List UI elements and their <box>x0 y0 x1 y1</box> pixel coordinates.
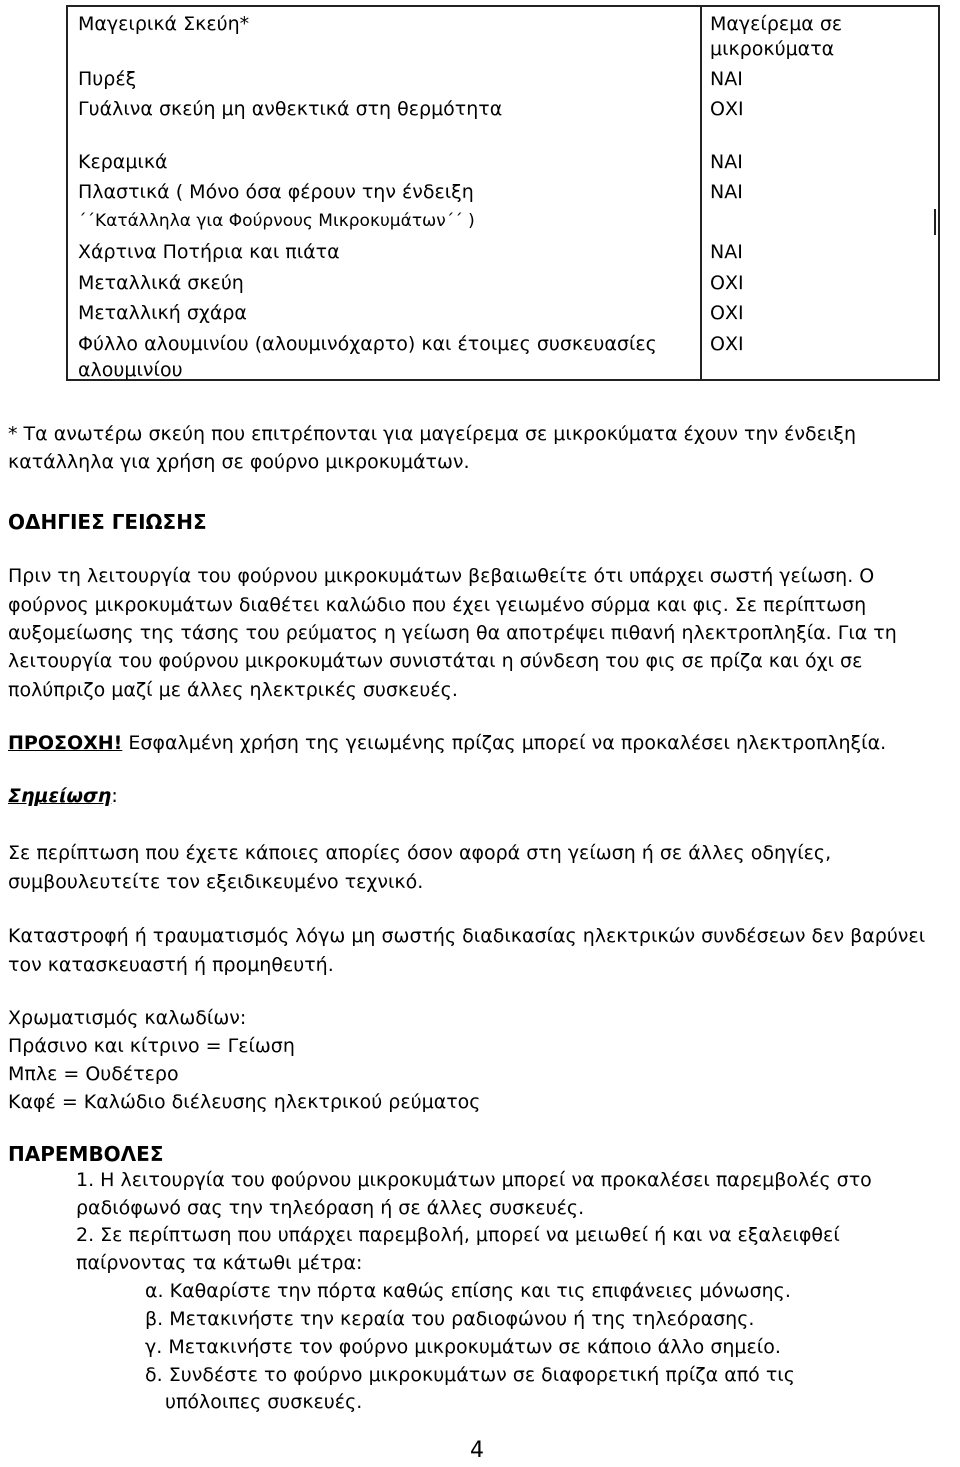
table-header-cookware: Μαγειρικά Σκεύη* <box>78 13 250 35</box>
table-tick-mark <box>700 209 702 235</box>
interference-subitem: α. Καθαρίστε την πόρτα καθώς επίσης και τις επιφάνειες μόνωσης. <box>145 1280 791 1302</box>
table-header-microwave: Μαγείρεμα σε <box>710 13 843 35</box>
footnote-line: κατάλληλα για χρήση σε φούρνο μικροκυμάτων. <box>8 451 470 473</box>
wiring-item: Καφέ = Καλώδιο διέλευσης ηλεκτρικού ρεύματος <box>8 1091 481 1113</box>
table-row-right: ΟΧΙ <box>710 98 744 120</box>
interference-subitem: γ. Μετακινήστε τον φούρνο μικροκυμάτων σε κάποιο άλλο σημείο. <box>145 1336 781 1358</box>
table-row-left: ΄΄Κατάλληλα για Φούρνους Μικροκυμάτων΄΄ ) <box>78 211 475 231</box>
note-line: Σε περίπτωση που έχετε κάποιες απορίες όσον αφορά στη γείωση ή σε άλλες οδηγίες, <box>8 842 832 864</box>
table-row-left: Μεταλλική σχάρα <box>78 302 247 324</box>
cookware-table <box>66 5 940 381</box>
grounding-paragraph-line: αυξομείωσης της τάσης του ρεύματος η γείωση θα αποτρέψει πιθανή ηλεκτροπληξία. Για τη <box>8 622 897 644</box>
table-row-left: Φύλλο αλουμινίου (αλουμινόχαρτο) και έτοιμες συσκευασίες <box>78 333 657 355</box>
table-row-right: ΟΧΙ <box>710 302 744 324</box>
interference-line: 1. Η λειτουργία του φούρνου μικροκυμάτων μπορεί να προκαλέσει παρεμβολές στο <box>76 1169 872 1191</box>
warning-label: ΠΡΟΣΟΧΗ! <box>8 732 123 754</box>
table-row-right: ΝΑΙ <box>710 151 743 173</box>
table-row-left: Πυρέξ <box>78 68 137 90</box>
table-row-right: ΟΧΙ <box>710 333 744 355</box>
table-row-left: αλουμινίου <box>78 359 183 381</box>
page-number: 4 <box>470 1438 484 1463</box>
table-row-right: ΝΑΙ <box>710 181 743 203</box>
grounding-heading: ΟΔΗΓΙΕΣ ΓΕΙΩΣΗΣ <box>8 510 207 534</box>
interference-subitem: υπόλοιπες συσκευές. <box>165 1391 363 1413</box>
warning-text: Εσφαλμένη χρήση της γειωμένης πρίζας μπορεί να προκαλέσει ηλεκτροπληξία. <box>128 732 887 754</box>
note-label: Σημείωση <box>8 785 112 807</box>
grounding-paragraph-line: φούρνος μικροκυμάτων διαθέτει καλώδιο που έχει γειωμένο σύρμα και φις. Σε περίπτωση <box>8 594 867 616</box>
table-row-right: ΟΧΙ <box>710 272 744 294</box>
liability-line: Καταστροφή ή τραυματισμός λόγω μη σωστής διαδικασίας ηλεκτρικών συνδέσεων δεν βαρύνει <box>8 925 926 947</box>
wiring-item: Πράσινο και κίτρινο = Γείωση <box>8 1035 295 1057</box>
interference-line: ραδιόφωνό σας την τηλεόραση ή σε άλλες συσκευές. <box>76 1197 585 1219</box>
grounding-paragraph-line: πολύπριζο μαζί με άλλες ηλεκτρικές συσκευές. <box>8 679 458 701</box>
table-tick-mark <box>934 209 936 235</box>
table-column-divider <box>700 7 702 379</box>
wiring-item: Μπλε = Ουδέτερο <box>8 1063 179 1085</box>
note-line: συμβουλευτείτε τον εξειδικευμένο τεχνικό. <box>8 871 424 893</box>
table-row-right: ΝΑΙ <box>710 68 743 90</box>
table-row-right: ΝΑΙ <box>710 241 743 263</box>
note-label-line <box>8 782 118 811</box>
grounding-paragraph-line: λειτουργία του φούρνου μικροκυμάτων συνιστάται η σύνδεση του φις σε πρίζα και όχι σε <box>8 650 863 672</box>
table-header-microwave-2: μικροκύματα <box>710 38 835 60</box>
table-row-left: Μεταλλικά σκεύη <box>78 272 244 294</box>
interference-subitem: β. Μετακινήστε την κεραία του ραδιοφώνου ή της τηλεόρασης. <box>145 1308 755 1330</box>
footnote-line: * Τα ανωτέρω σκεύη που επιτρέπονται για μαγείρεμα σε μικροκύματα έχουν την ένδειξη <box>8 423 857 445</box>
interference-line: παίρνοντας τα κάτωθι μέτρα: <box>76 1252 363 1274</box>
table-row-left: Χάρτινα Ποτήρια και πιάτα <box>78 241 340 263</box>
warning-line <box>8 729 886 758</box>
table-row-left: Πλαστικά ( Μόνο όσα φέρουν την ένδειξη <box>78 181 474 203</box>
grounding-paragraph-line: Πριν τη λειτουργία του φούρνου μικροκυμάτων βεβαιωθείτε ότι υπάρχει σωστή γείωση. Ο <box>8 565 875 587</box>
table-row-left: Κεραμικά <box>78 151 168 173</box>
interference-heading: ΠΑΡΕΜΒΟΛΕΣ <box>8 1142 164 1166</box>
interference-line: 2. Σε περίπτωση που υπάρχει παρεμβολή, μπορεί να μειωθεί ή και να εξαλειφθεί <box>76 1224 840 1246</box>
table-row-left: Γυάλινα σκεύη μη ανθεκτικά στη θερμότητα <box>78 98 503 120</box>
interference-subitem: δ. Συνδέστε το φούρνο μικροκυμάτων σε διαφορετική πρίζα από τις <box>145 1364 795 1386</box>
liability-line: τον κατασκευαστή ή προμηθευτή. <box>8 954 334 976</box>
note-colon: : <box>111 785 118 807</box>
wiring-title: Χρωματισμός καλωδίων: <box>8 1007 247 1029</box>
